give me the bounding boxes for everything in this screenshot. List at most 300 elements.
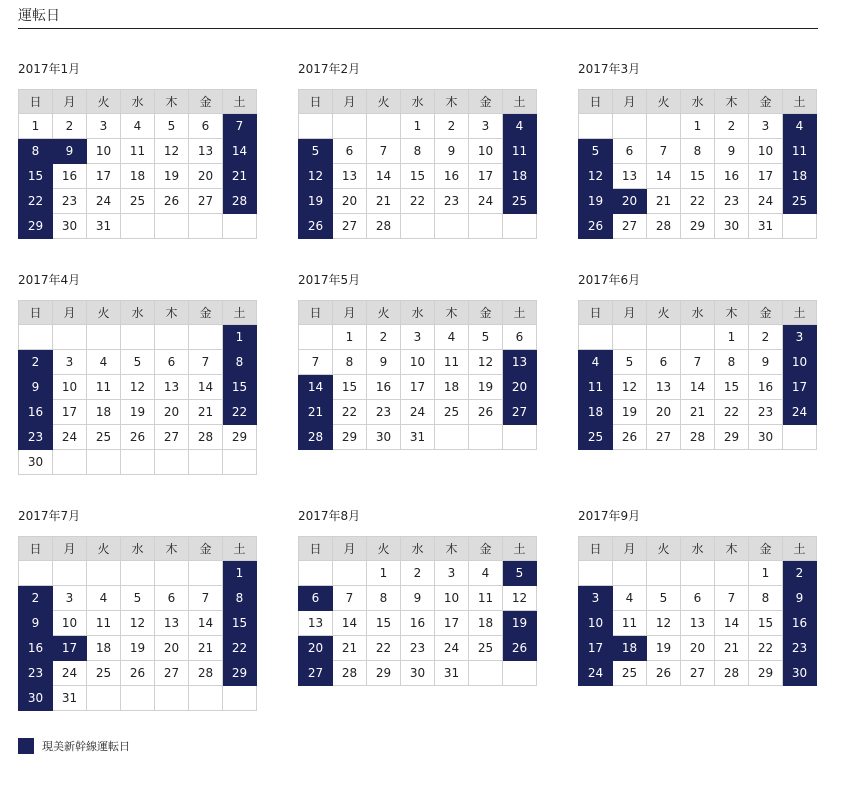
empty-day-cell	[647, 325, 681, 350]
day-cell: 20	[299, 636, 333, 661]
week-row	[19, 189, 257, 214]
day-cell: 17	[87, 164, 121, 189]
day-cell: 31	[435, 661, 469, 686]
day-cell: 3	[53, 350, 87, 375]
week-row	[19, 350, 257, 375]
empty-day-cell	[613, 325, 647, 350]
week-row	[299, 189, 537, 214]
empty-day-cell	[189, 686, 223, 711]
day-cell: 20	[503, 375, 537, 400]
day-cell: 10	[435, 586, 469, 611]
day-cell: 24	[749, 189, 783, 214]
day-cell: 7	[367, 139, 401, 164]
week-row	[19, 661, 257, 686]
day-cell: 23	[783, 636, 817, 661]
day-cell: 1	[223, 561, 257, 586]
weekday-header: 木	[435, 537, 469, 561]
day-cell: 13	[681, 611, 715, 636]
day-cell: 14	[715, 611, 749, 636]
day-cell: 28	[333, 661, 367, 686]
day-cell: 25	[613, 661, 647, 686]
empty-day-cell	[53, 561, 87, 586]
day-cell: 15	[749, 611, 783, 636]
day-cell: 14	[223, 139, 257, 164]
day-cell: 3	[469, 114, 503, 139]
day-cell: 9	[749, 350, 783, 375]
day-cell: 9	[435, 139, 469, 164]
weekday-header: 土	[783, 90, 817, 114]
day-cell: 18	[121, 164, 155, 189]
month-title: 2017年5月	[298, 273, 361, 287]
month-title: 2017年8月	[298, 509, 361, 523]
day-cell: 13	[155, 375, 189, 400]
day-cell: 6	[155, 350, 189, 375]
day-cell: 2	[401, 561, 435, 586]
day-cell: 23	[367, 400, 401, 425]
day-cell: 9	[715, 139, 749, 164]
weekday-header: 日	[579, 301, 613, 325]
day-cell: 30	[749, 425, 783, 450]
week-row	[579, 561, 817, 586]
day-cell: 3	[783, 325, 817, 350]
day-cell: 8	[223, 350, 257, 375]
day-cell: 17	[401, 375, 435, 400]
day-cell: 23	[19, 425, 53, 450]
day-cell: 13	[155, 611, 189, 636]
day-cell: 21	[333, 636, 367, 661]
month-calendar	[578, 61, 818, 239]
day-cell: 15	[367, 611, 401, 636]
month-title: 2017年9月	[578, 509, 641, 523]
day-cell: 17	[53, 636, 87, 661]
day-cell: 1	[333, 325, 367, 350]
day-cell: 16	[435, 164, 469, 189]
day-cell: 14	[647, 164, 681, 189]
week-row	[299, 375, 537, 400]
weekday-header: 水	[681, 301, 715, 325]
day-cell: 27	[155, 661, 189, 686]
day-cell: 13	[613, 164, 647, 189]
day-cell: 23	[53, 189, 87, 214]
empty-day-cell	[121, 325, 155, 350]
day-cell: 1	[223, 325, 257, 350]
day-cell: 19	[121, 636, 155, 661]
day-cell: 23	[749, 400, 783, 425]
day-cell: 12	[299, 164, 333, 189]
day-cell: 5	[299, 139, 333, 164]
day-cell: 20	[155, 636, 189, 661]
weekday-header: 木	[155, 537, 189, 561]
day-cell: 30	[367, 425, 401, 450]
day-cell: 6	[503, 325, 537, 350]
empty-day-cell	[299, 561, 333, 586]
day-cell: 6	[155, 586, 189, 611]
empty-day-cell	[579, 325, 613, 350]
week-row	[19, 686, 257, 711]
day-cell: 25	[469, 636, 503, 661]
day-cell: 28	[647, 214, 681, 239]
day-cell: 15	[223, 375, 257, 400]
day-cell: 14	[299, 375, 333, 400]
month-title: 2017年7月	[18, 509, 81, 523]
weekday-header: 日	[299, 90, 333, 114]
weekday-header: 日	[579, 537, 613, 561]
day-cell: 27	[189, 189, 223, 214]
day-cell: 22	[715, 400, 749, 425]
day-cell: 20	[613, 189, 647, 214]
day-cell: 17	[53, 400, 87, 425]
day-cell: 11	[579, 375, 613, 400]
week-row	[299, 561, 537, 586]
day-cell: 14	[189, 611, 223, 636]
day-cell: 24	[87, 189, 121, 214]
day-cell: 8	[401, 139, 435, 164]
day-cell: 10	[401, 350, 435, 375]
weekday-header: 土	[223, 90, 257, 114]
empty-day-cell	[469, 425, 503, 450]
day-cell: 11	[783, 139, 817, 164]
day-cell: 15	[401, 164, 435, 189]
day-cell: 8	[19, 139, 53, 164]
week-row	[579, 350, 817, 375]
week-row	[579, 214, 817, 239]
weekday-header: 火	[367, 537, 401, 561]
day-cell: 11	[435, 350, 469, 375]
day-cell: 23	[435, 189, 469, 214]
weekday-header: 水	[121, 537, 155, 561]
weekday-header: 月	[333, 537, 367, 561]
day-cell: 16	[53, 164, 87, 189]
weekday-header: 土	[503, 90, 537, 114]
week-row	[299, 325, 537, 350]
week-row	[19, 561, 257, 586]
day-cell: 16	[19, 636, 53, 661]
empty-day-cell	[155, 561, 189, 586]
empty-day-cell	[579, 561, 613, 586]
empty-day-cell	[19, 561, 53, 586]
day-cell: 11	[613, 611, 647, 636]
day-cell: 16	[367, 375, 401, 400]
month-calendar	[298, 61, 538, 239]
day-cell: 13	[333, 164, 367, 189]
empty-day-cell	[121, 561, 155, 586]
legend-swatch	[18, 738, 34, 754]
day-cell: 26	[121, 661, 155, 686]
weekday-header: 水	[121, 90, 155, 114]
day-cell: 27	[647, 425, 681, 450]
weekday-header: 金	[749, 537, 783, 561]
month-table	[578, 536, 817, 686]
day-cell: 30	[783, 661, 817, 686]
day-cell: 20	[189, 164, 223, 189]
day-cell: 27	[333, 214, 367, 239]
day-cell: 9	[53, 139, 87, 164]
day-cell: 8	[223, 586, 257, 611]
day-cell: 27	[681, 661, 715, 686]
day-cell: 26	[469, 400, 503, 425]
day-cell: 8	[367, 586, 401, 611]
day-cell: 20	[681, 636, 715, 661]
day-cell: 21	[189, 636, 223, 661]
empty-day-cell	[681, 561, 715, 586]
day-cell: 16	[19, 400, 53, 425]
day-cell: 18	[579, 400, 613, 425]
day-cell: 28	[299, 425, 333, 450]
empty-day-cell	[333, 561, 367, 586]
day-cell: 2	[783, 561, 817, 586]
week-row	[299, 400, 537, 425]
weekday-header: 木	[435, 301, 469, 325]
weekday-header: 金	[469, 301, 503, 325]
week-row	[299, 611, 537, 636]
day-cell: 19	[469, 375, 503, 400]
day-cell: 10	[783, 350, 817, 375]
day-cell: 16	[749, 375, 783, 400]
month-table	[18, 89, 257, 239]
day-cell: 4	[579, 350, 613, 375]
day-cell: 22	[681, 189, 715, 214]
day-cell: 19	[647, 636, 681, 661]
day-cell: 3	[579, 586, 613, 611]
day-cell: 29	[681, 214, 715, 239]
empty-day-cell	[681, 325, 715, 350]
day-cell: 28	[681, 425, 715, 450]
day-cell: 10	[469, 139, 503, 164]
week-row	[579, 400, 817, 425]
day-cell: 4	[613, 586, 647, 611]
weekday-header: 土	[783, 301, 817, 325]
empty-day-cell	[155, 214, 189, 239]
weekday-header: 月	[53, 90, 87, 114]
weekday-header: 火	[87, 90, 121, 114]
weekday-header: 金	[749, 90, 783, 114]
day-cell: 8	[681, 139, 715, 164]
week-row	[579, 611, 817, 636]
weekday-header: 日	[579, 90, 613, 114]
day-cell: 7	[189, 350, 223, 375]
weekday-header: 金	[469, 90, 503, 114]
month-title: 2017年4月	[18, 273, 81, 287]
empty-day-cell	[435, 214, 469, 239]
day-cell: 28	[189, 425, 223, 450]
weekday-header: 火	[87, 537, 121, 561]
day-cell: 12	[613, 375, 647, 400]
day-cell: 10	[749, 139, 783, 164]
empty-day-cell	[579, 114, 613, 139]
day-cell: 28	[223, 189, 257, 214]
empty-day-cell	[19, 325, 53, 350]
day-cell: 3	[87, 114, 121, 139]
day-cell: 18	[503, 164, 537, 189]
day-cell: 7	[189, 586, 223, 611]
day-cell: 4	[435, 325, 469, 350]
day-cell: 4	[87, 350, 121, 375]
day-cell: 9	[367, 350, 401, 375]
day-cell: 12	[155, 139, 189, 164]
day-cell: 12	[121, 375, 155, 400]
day-cell: 15	[223, 611, 257, 636]
empty-day-cell	[189, 450, 223, 475]
day-cell: 18	[87, 636, 121, 661]
day-cell: 19	[613, 400, 647, 425]
day-cell: 3	[435, 561, 469, 586]
weekday-header: 水	[401, 301, 435, 325]
weekday-header: 土	[223, 301, 257, 325]
empty-day-cell	[121, 214, 155, 239]
day-cell: 31	[401, 425, 435, 450]
month-table	[18, 300, 257, 475]
day-cell: 26	[647, 661, 681, 686]
day-cell: 5	[155, 114, 189, 139]
day-cell: 1	[749, 561, 783, 586]
day-cell: 5	[503, 561, 537, 586]
day-cell: 5	[647, 586, 681, 611]
week-row	[299, 425, 537, 450]
day-cell: 5	[579, 139, 613, 164]
day-cell: 5	[613, 350, 647, 375]
weekday-header: 水	[681, 537, 715, 561]
day-cell: 30	[19, 686, 53, 711]
weekday-header: 月	[333, 301, 367, 325]
empty-day-cell	[155, 686, 189, 711]
day-cell: 21	[189, 400, 223, 425]
empty-day-cell	[53, 325, 87, 350]
weekday-header: 日	[299, 537, 333, 561]
weekday-header: 土	[503, 537, 537, 561]
day-cell: 13	[647, 375, 681, 400]
day-cell: 6	[333, 139, 367, 164]
day-cell: 18	[469, 611, 503, 636]
day-cell: 8	[715, 350, 749, 375]
day-cell: 24	[579, 661, 613, 686]
week-row	[299, 139, 537, 164]
week-row	[579, 375, 817, 400]
day-cell: 15	[19, 164, 53, 189]
day-cell: 12	[469, 350, 503, 375]
day-cell: 29	[749, 661, 783, 686]
day-cell: 30	[19, 450, 53, 475]
weekday-header: 金	[469, 537, 503, 561]
month-table	[298, 300, 537, 450]
day-cell: 26	[613, 425, 647, 450]
day-cell: 28	[367, 214, 401, 239]
day-cell: 11	[87, 611, 121, 636]
day-cell: 22	[401, 189, 435, 214]
week-row	[19, 139, 257, 164]
day-cell: 27	[155, 425, 189, 450]
page-title: 運転日	[18, 5, 818, 29]
day-cell: 5	[121, 586, 155, 611]
empty-day-cell	[189, 325, 223, 350]
day-cell: 25	[503, 189, 537, 214]
weekday-header: 水	[401, 537, 435, 561]
weekday-header: 金	[189, 90, 223, 114]
day-cell: 16	[715, 164, 749, 189]
month-table	[578, 300, 817, 450]
day-cell: 1	[401, 114, 435, 139]
week-row	[579, 189, 817, 214]
day-cell: 2	[367, 325, 401, 350]
month-title: 2017年3月	[578, 62, 641, 76]
day-cell: 21	[299, 400, 333, 425]
day-cell: 3	[53, 586, 87, 611]
day-cell: 6	[189, 114, 223, 139]
day-cell: 26	[299, 214, 333, 239]
day-cell: 2	[749, 325, 783, 350]
weekday-header: 木	[155, 90, 189, 114]
day-cell: 30	[715, 214, 749, 239]
day-cell: 22	[367, 636, 401, 661]
day-cell: 25	[87, 425, 121, 450]
day-cell: 7	[223, 114, 257, 139]
week-row	[579, 661, 817, 686]
day-cell: 13	[503, 350, 537, 375]
day-cell: 20	[647, 400, 681, 425]
week-row	[299, 164, 537, 189]
day-cell: 2	[19, 350, 53, 375]
empty-day-cell	[223, 450, 257, 475]
day-cell: 24	[401, 400, 435, 425]
weekday-header: 月	[613, 301, 647, 325]
day-cell: 29	[333, 425, 367, 450]
empty-day-cell	[469, 214, 503, 239]
weekday-header: 月	[613, 90, 647, 114]
day-cell: 17	[435, 611, 469, 636]
day-cell: 23	[715, 189, 749, 214]
week-row	[299, 636, 537, 661]
day-cell: 21	[223, 164, 257, 189]
week-row	[19, 611, 257, 636]
day-cell: 25	[435, 400, 469, 425]
day-cell: 18	[613, 636, 647, 661]
day-cell: 29	[19, 214, 53, 239]
day-cell: 4	[783, 114, 817, 139]
empty-day-cell	[647, 561, 681, 586]
month-table	[578, 89, 817, 239]
day-cell: 26	[121, 425, 155, 450]
day-cell: 17	[469, 164, 503, 189]
empty-day-cell	[155, 450, 189, 475]
month-title: 2017年6月	[578, 273, 641, 287]
day-cell: 19	[121, 400, 155, 425]
day-cell: 9	[401, 586, 435, 611]
day-cell: 28	[715, 661, 749, 686]
day-cell: 16	[401, 611, 435, 636]
day-cell: 12	[579, 164, 613, 189]
weekday-header: 月	[613, 537, 647, 561]
day-cell: 1	[715, 325, 749, 350]
day-cell: 25	[121, 189, 155, 214]
day-cell: 24	[53, 425, 87, 450]
day-cell: 22	[333, 400, 367, 425]
day-cell: 8	[333, 350, 367, 375]
empty-day-cell	[299, 325, 333, 350]
weekday-header: 月	[53, 537, 87, 561]
empty-day-cell	[613, 561, 647, 586]
day-cell: 19	[579, 189, 613, 214]
day-cell: 9	[783, 586, 817, 611]
empty-day-cell	[87, 561, 121, 586]
day-cell: 5	[121, 350, 155, 375]
day-cell: 23	[19, 661, 53, 686]
weekday-header: 木	[715, 301, 749, 325]
day-cell: 26	[503, 636, 537, 661]
day-cell: 11	[121, 139, 155, 164]
day-cell: 7	[715, 586, 749, 611]
day-cell: 20	[155, 400, 189, 425]
day-cell: 24	[435, 636, 469, 661]
week-row	[579, 425, 817, 450]
